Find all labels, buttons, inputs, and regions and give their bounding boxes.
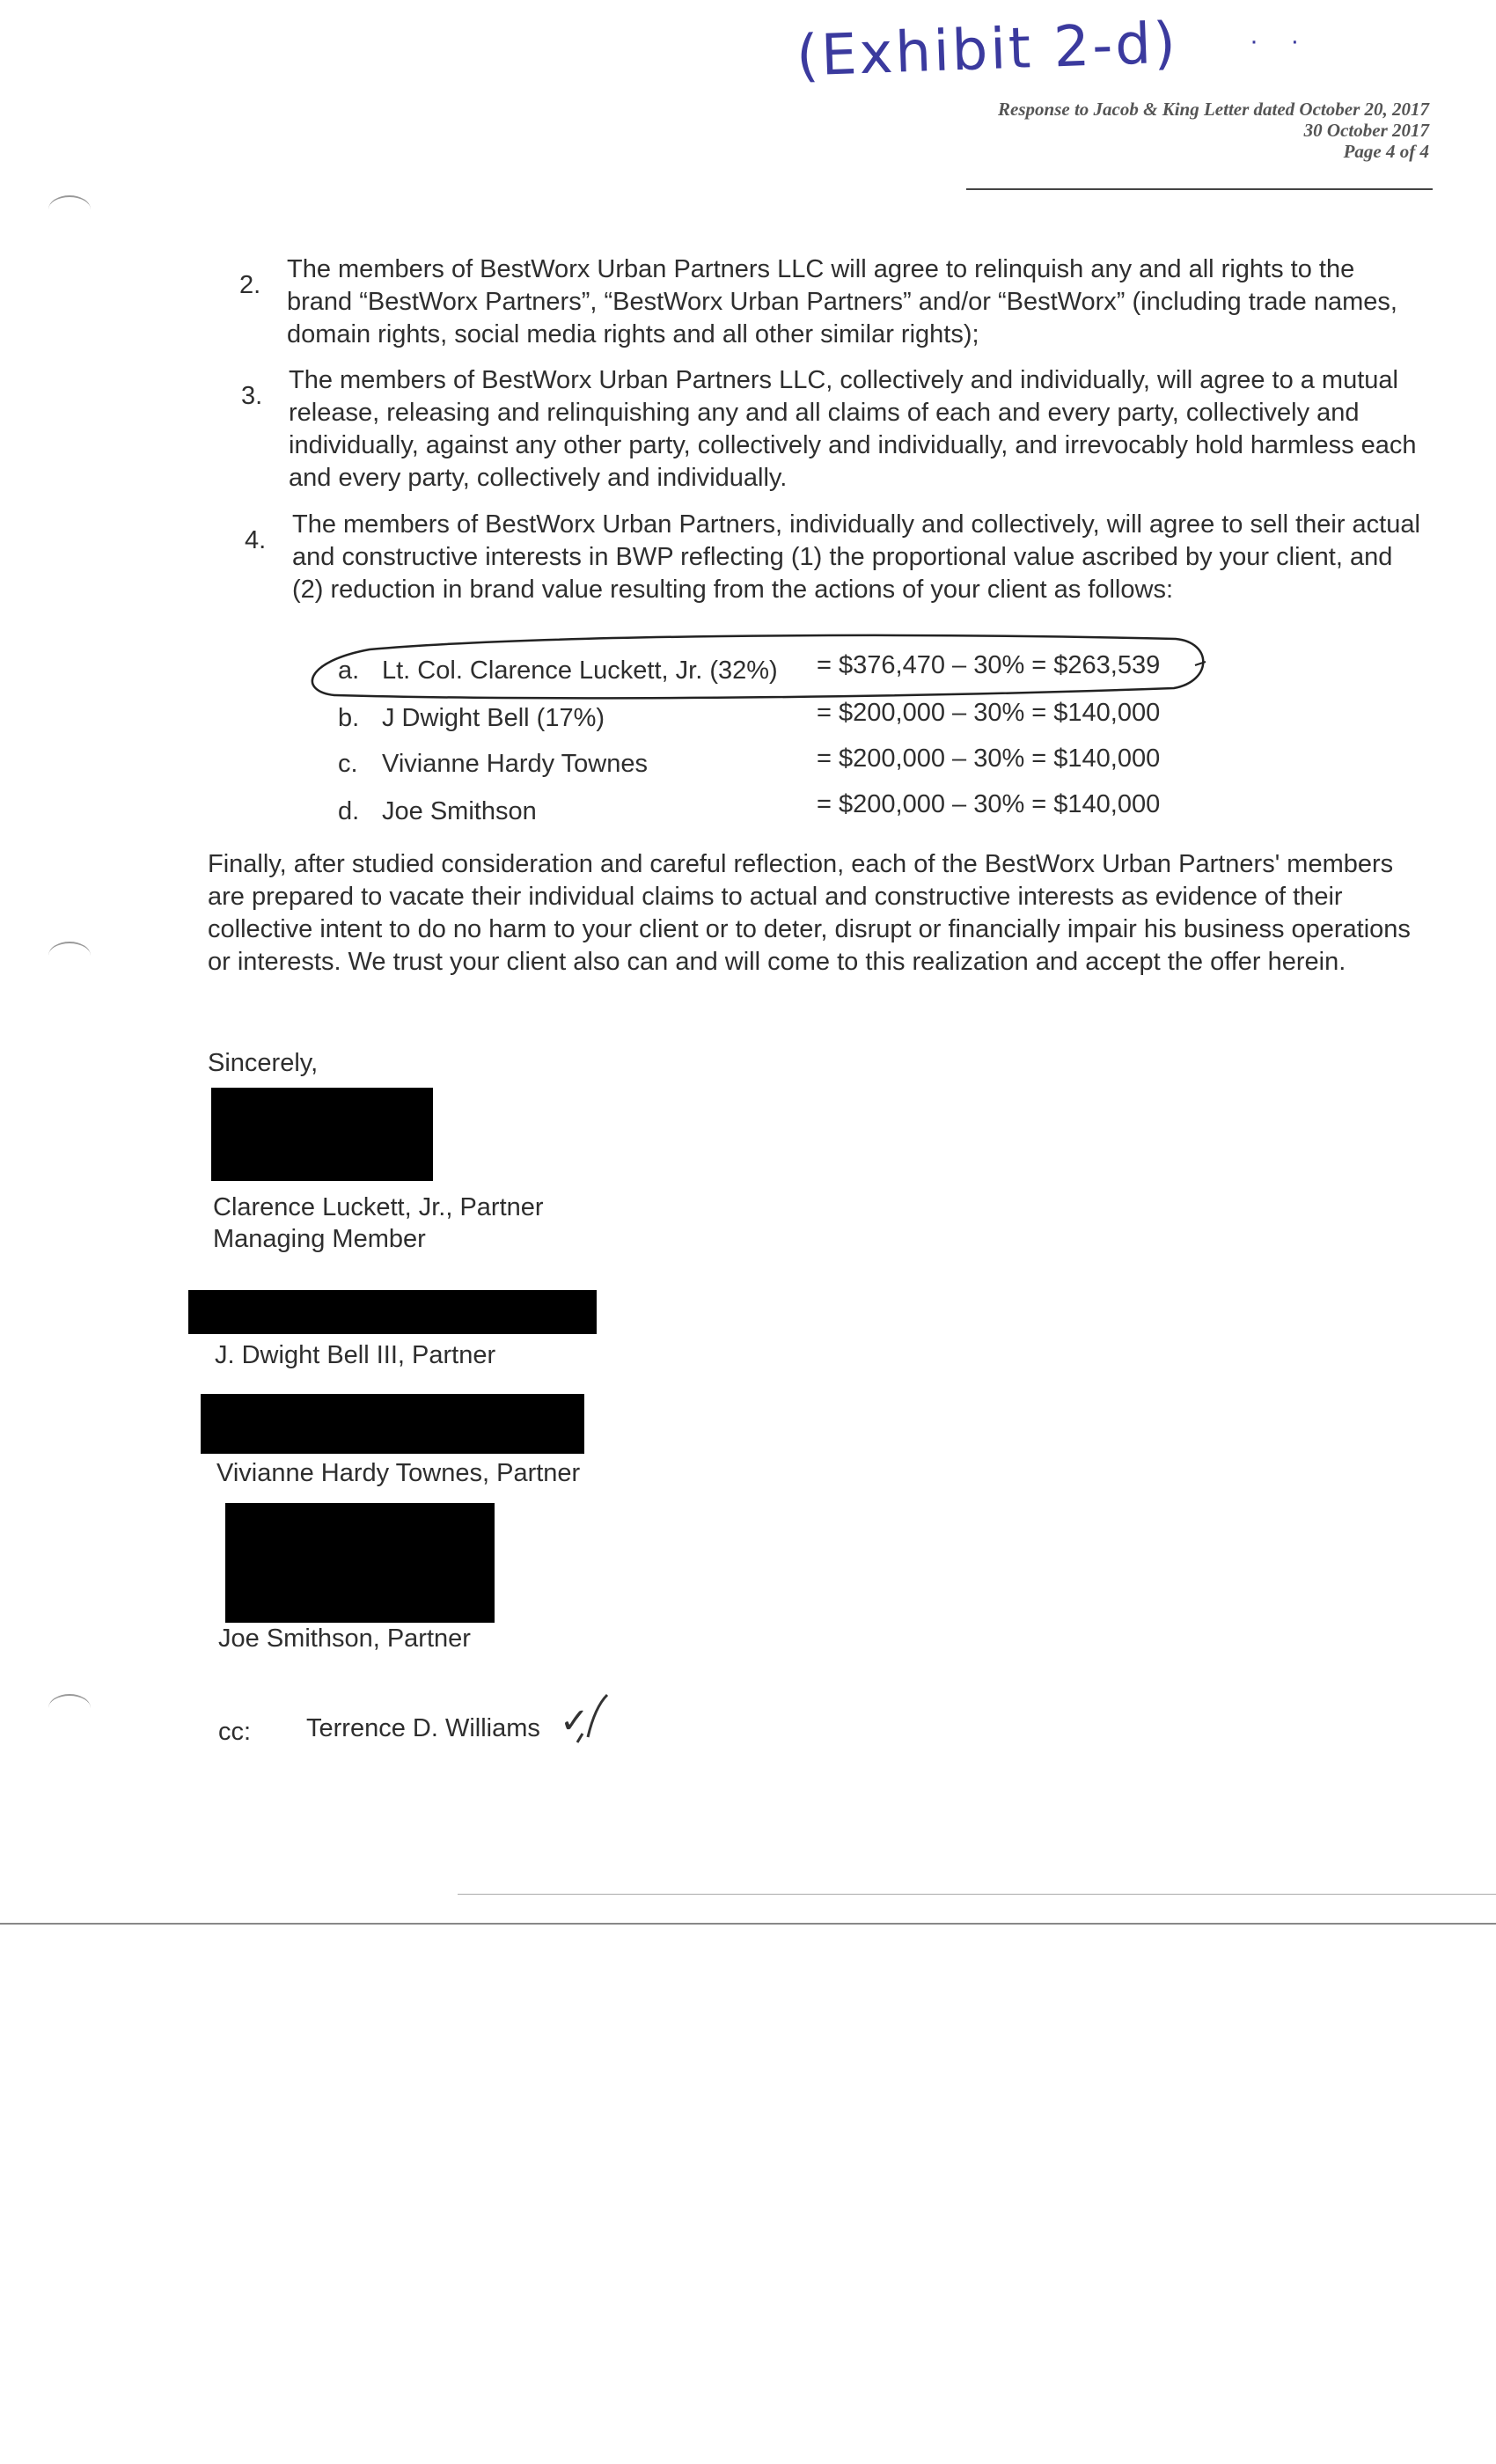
subitem-label: d. <box>338 797 360 825</box>
scan-edge-line <box>458 1894 1496 1895</box>
subitem-label: a. <box>338 656 360 685</box>
redacted-signature <box>188 1290 597 1334</box>
list-item-4-text: The members of BestWorx Urban Partners, individually and collectively, will agree to sell their actual and constructive interests in BWP reflecting (1) the proportional value ascribed by your client, and (2) reduction in brand value resulting from the actions of your client as follows: <box>292 510 1420 604</box>
closing-paragraph: Finally, after studied consideration and careful reflection, each of the BestWorx Urban Partners' members are prepared to vacate their individual claims to actual and constructive interests as evidence of their collective intent to do no harm to your client or to deter, disrupt or financially impair his business operations or interests. We trust your client also can and will come to this realization and accept the offer herein. <box>208 850 1411 976</box>
header-page-number: Page 4 of 4 <box>1343 141 1429 162</box>
list-number-3: 3. <box>241 382 263 410</box>
header-date: 30 October 2017 <box>1303 120 1429 141</box>
signatory-3-name: Vivianne Hardy Townes, Partner <box>216 1459 581 1487</box>
list-item-3-text: The members of BestWorx Urban Partners LLC, collectively and individually, will agree to a mutual release, releasing and relinquishing any and all claims of each and every party, collectively and individually, against any other party, collectively and individually, and irrevocably hold harmless each and every party, collectively and individually. <box>289 366 1417 492</box>
signatory-2-name: J. Dwight Bell III, Partner <box>215 1341 496 1369</box>
redacted-signature <box>225 1503 495 1623</box>
signatory-1-title: Managing Member <box>213 1225 426 1253</box>
subitem-c-value: = $200,000 – 30% = $140,000 <box>817 744 1161 773</box>
subitem-label: c. <box>338 750 358 778</box>
redacted-signature <box>211 1088 433 1181</box>
exhibit-handwritten-note: (Exhibit 2-d) <box>795 11 1180 90</box>
subitem-name: Vivianne Hardy Townes <box>382 750 648 778</box>
subitem-b-value: = $200,000 – 30% = $140,000 <box>817 699 1161 727</box>
subitem-name: Lt. Col. Clarence Luckett, Jr. (32%) <box>382 656 778 685</box>
handwritten-dots: · · <box>1250 26 1312 55</box>
subitem-a-value: = $376,470 – 30% = $263,539 <box>817 651 1161 679</box>
signatory-1-name: Clarence Luckett, Jr., Partner <box>213 1193 544 1221</box>
salutation: Sincerely, <box>208 1049 319 1077</box>
scan-edge-line <box>0 1923 1496 1925</box>
subitem-name: J Dwight Bell (17%) <box>382 704 605 732</box>
subitem-label: b. <box>338 704 360 732</box>
subitem-d-value: = $200,000 – 30% = $140,000 <box>817 790 1161 818</box>
handwritten-check-mark: ✓ <box>560 1702 590 1741</box>
cc-label: cc: <box>218 1718 252 1746</box>
circle-stroke <box>312 635 1203 698</box>
header-response-line: Response to Jacob & King Letter dated October 20, 2017 <box>998 99 1429 120</box>
signatory-4-name: Joe Smithson, Partner <box>218 1624 471 1653</box>
list-number-4: 4. <box>245 526 267 554</box>
redacted-signature <box>201 1394 584 1454</box>
list-number-2: 2. <box>239 271 261 299</box>
list-item-2-text: The members of BestWorx Urban Partners LLC will agree to relinquish any and all rights to the brand “BestWorx Partners”, “BestWorx Urban Partners” and/or “BestWorx” (including trade names, domain rights, social media rights and all other similar rights); <box>287 255 1397 348</box>
subitem-name: Joe Smithson <box>382 797 537 825</box>
cc-name: Terrence D. Williams <box>306 1714 540 1742</box>
